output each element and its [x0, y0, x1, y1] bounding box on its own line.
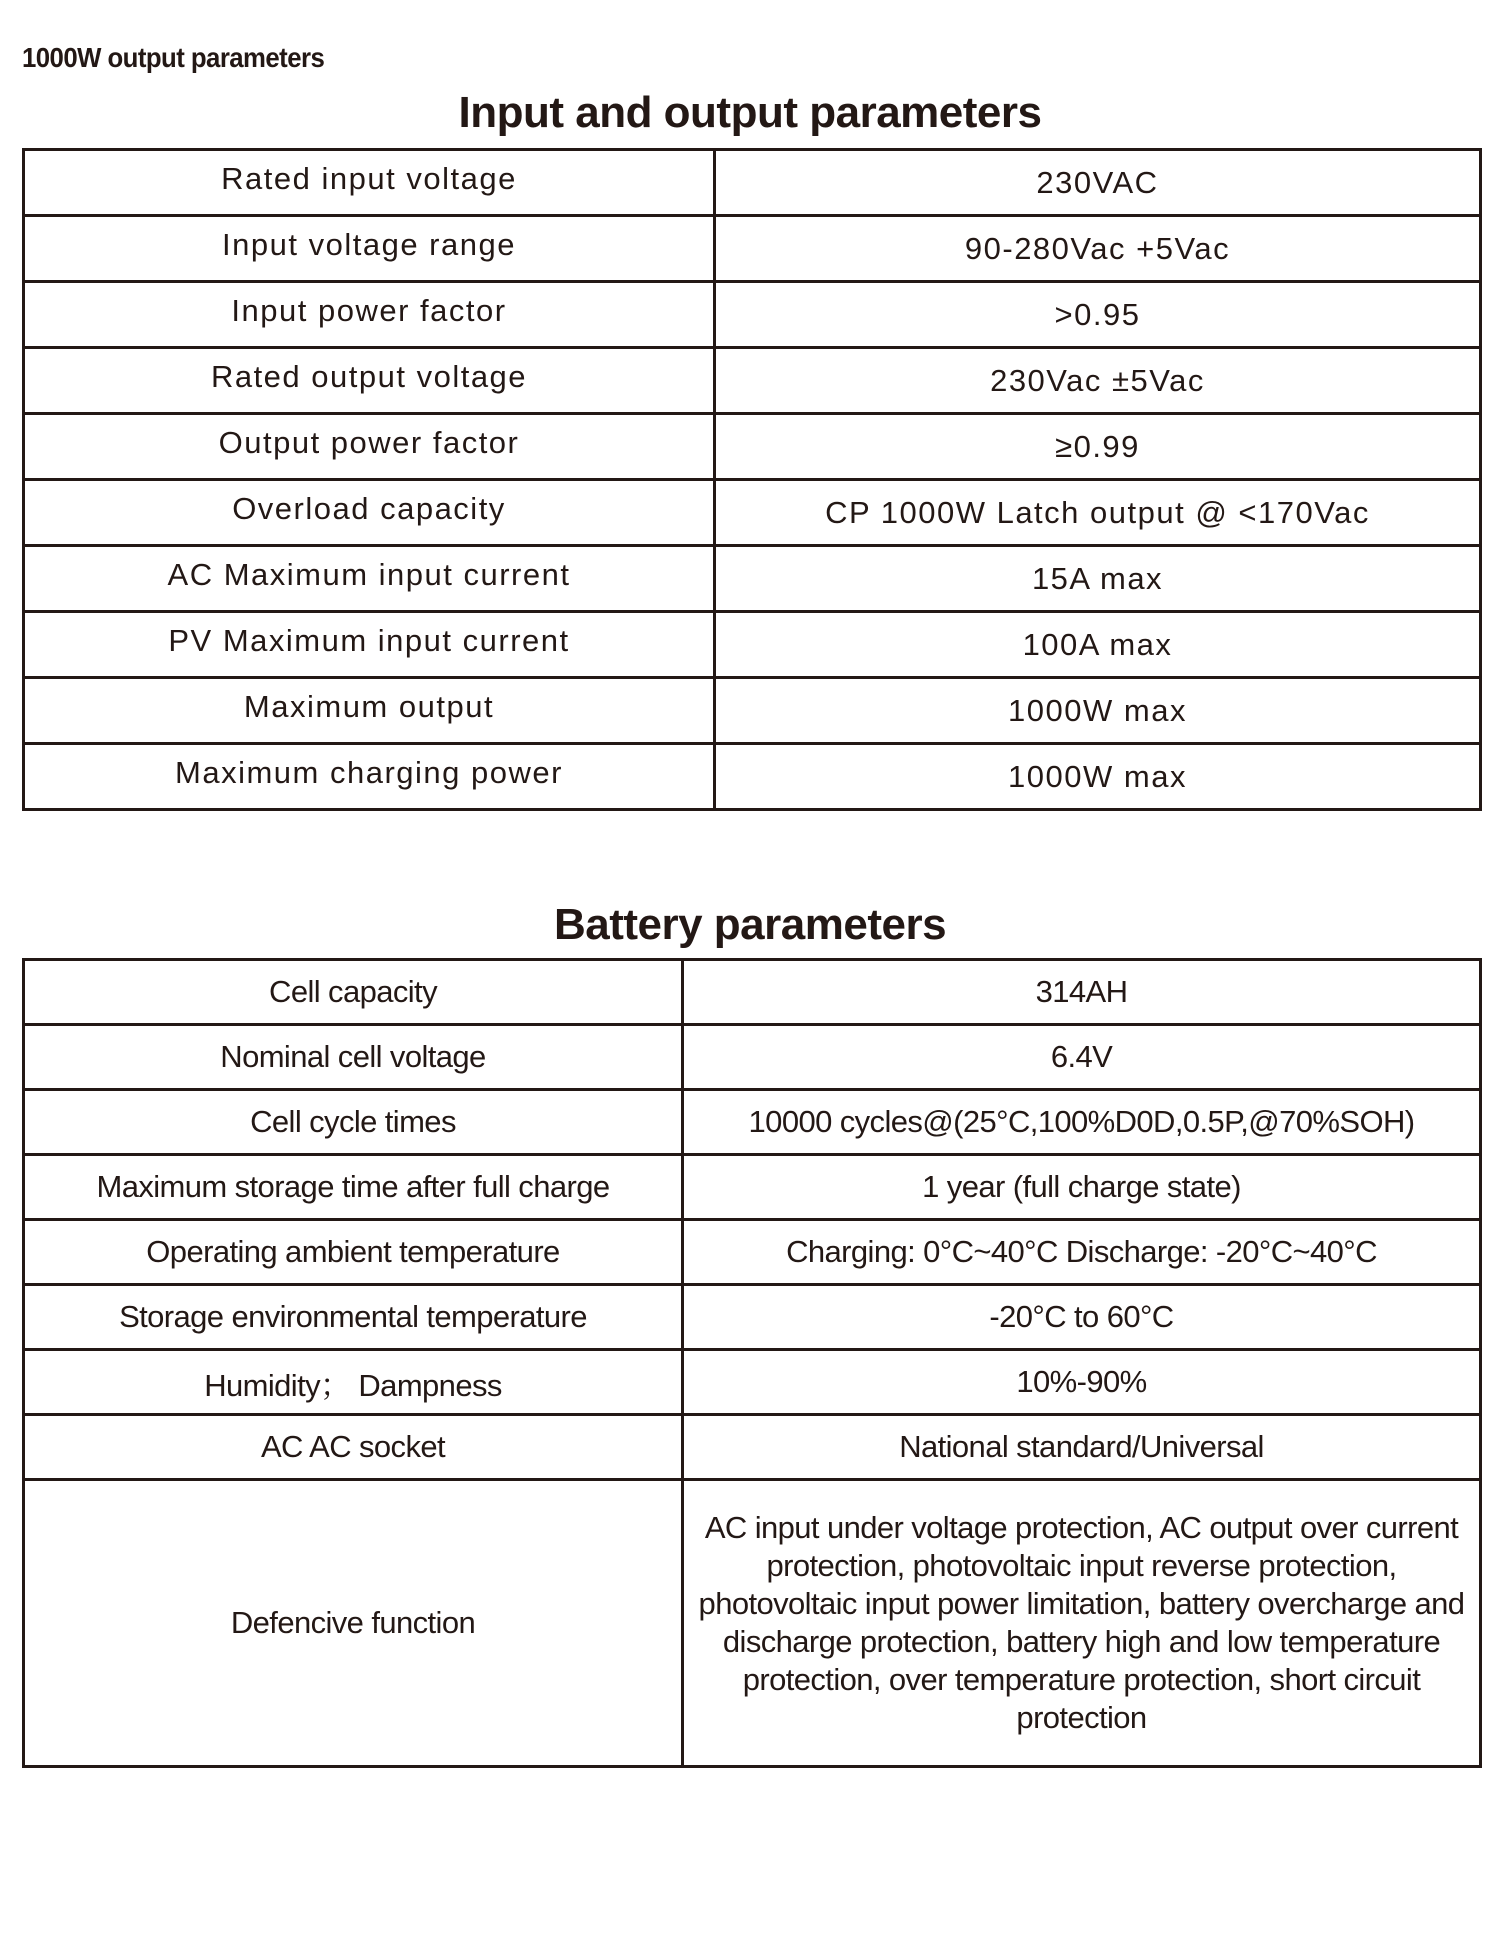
table-row	[24, 612, 1481, 678]
parameter-value: 10000 cycles@(25°C,100%D0D,0.5P,@70%SOH)	[683, 1090, 1481, 1155]
parameter-value: 1000W max	[715, 744, 1481, 810]
parameter-label: Cell capacity	[24, 960, 683, 1025]
parameter-value: -20°C to 60°C	[683, 1285, 1481, 1350]
parameter-label: Operating ambient temperature	[24, 1220, 683, 1285]
parameter-value: 90-280Vac +5Vac	[715, 216, 1481, 282]
table-row	[24, 960, 1481, 1025]
parameter-label: Input power factor	[24, 282, 715, 348]
table-row	[24, 216, 1481, 282]
table-row	[24, 1350, 1481, 1415]
io-parameters-table	[22, 148, 1482, 811]
parameter-label: Input voltage range	[24, 216, 715, 282]
parameter-label: AC AC socket	[24, 1415, 683, 1480]
table-row	[24, 282, 1481, 348]
parameter-label: Humidity； Dampness	[24, 1350, 683, 1415]
parameter-label: Storage environmental temperature	[24, 1285, 683, 1350]
battery-parameters-table	[22, 958, 1482, 1768]
parameter-value: 1 year (full charge state)	[683, 1155, 1481, 1220]
parameter-label: Overload capacity	[24, 480, 715, 546]
parameter-value: National standard/Universal	[683, 1415, 1481, 1480]
parameter-label: Nominal cell voltage	[24, 1025, 683, 1090]
parameter-label: Maximum storage time after full charge	[24, 1155, 683, 1220]
parameter-label: Rated output voltage	[24, 348, 715, 414]
parameter-value: 15A max	[715, 546, 1481, 612]
parameter-value: 314AH	[683, 960, 1481, 1025]
table-row	[24, 1025, 1481, 1090]
parameter-value: ≥0.99	[715, 414, 1481, 480]
parameter-label: Defencive function	[24, 1480, 683, 1767]
document-heading: 1000W output parameters	[22, 42, 325, 73]
parameter-label: Cell cycle times	[24, 1090, 683, 1155]
table-row	[24, 1480, 1481, 1767]
parameter-value: AC input under voltage protection, AC output over current protection, photovoltaic input reverse protection, photovoltaic input power limitation, battery overcharge and discharge protection, battery high and low temperature protection, over temperature protection, short circuit protection	[683, 1480, 1481, 1767]
table-row	[24, 1090, 1481, 1155]
table-row	[24, 1155, 1481, 1220]
parameter-value: 230Vac ±5Vac	[715, 348, 1481, 414]
table-row	[24, 1415, 1481, 1480]
table-row	[24, 1220, 1481, 1285]
parameter-label: AC Maximum input current	[24, 546, 715, 612]
parameter-label: Maximum charging power	[24, 744, 715, 810]
parameter-label: Output power factor	[24, 414, 715, 480]
table-row	[24, 414, 1481, 480]
table-row	[24, 546, 1481, 612]
io-section-title: Input and output parameters	[458, 88, 1042, 137]
parameter-value: >0.95	[715, 282, 1481, 348]
table-row	[24, 480, 1481, 546]
table-row	[24, 150, 1481, 216]
parameter-value: Charging: 0°C~40°C Discharge: -20°C~40°C	[683, 1220, 1481, 1285]
parameter-value: CP 1000W Latch output @ <170Vac	[715, 480, 1481, 546]
parameter-value: 230VAC	[715, 150, 1481, 216]
parameter-value: 100A max	[715, 612, 1481, 678]
table-row	[24, 678, 1481, 744]
table-row	[24, 348, 1481, 414]
parameter-label: Rated input voltage	[24, 150, 715, 216]
parameter-label: PV Maximum input current	[24, 612, 715, 678]
parameter-value: 1000W max	[715, 678, 1481, 744]
table-row	[24, 744, 1481, 810]
parameter-value: 10%-90%	[683, 1350, 1481, 1415]
parameter-label: Maximum output	[24, 678, 715, 744]
table-row	[24, 1285, 1481, 1350]
parameter-value: 6.4V	[683, 1025, 1481, 1090]
battery-section-title: Battery parameters	[553, 900, 947, 949]
